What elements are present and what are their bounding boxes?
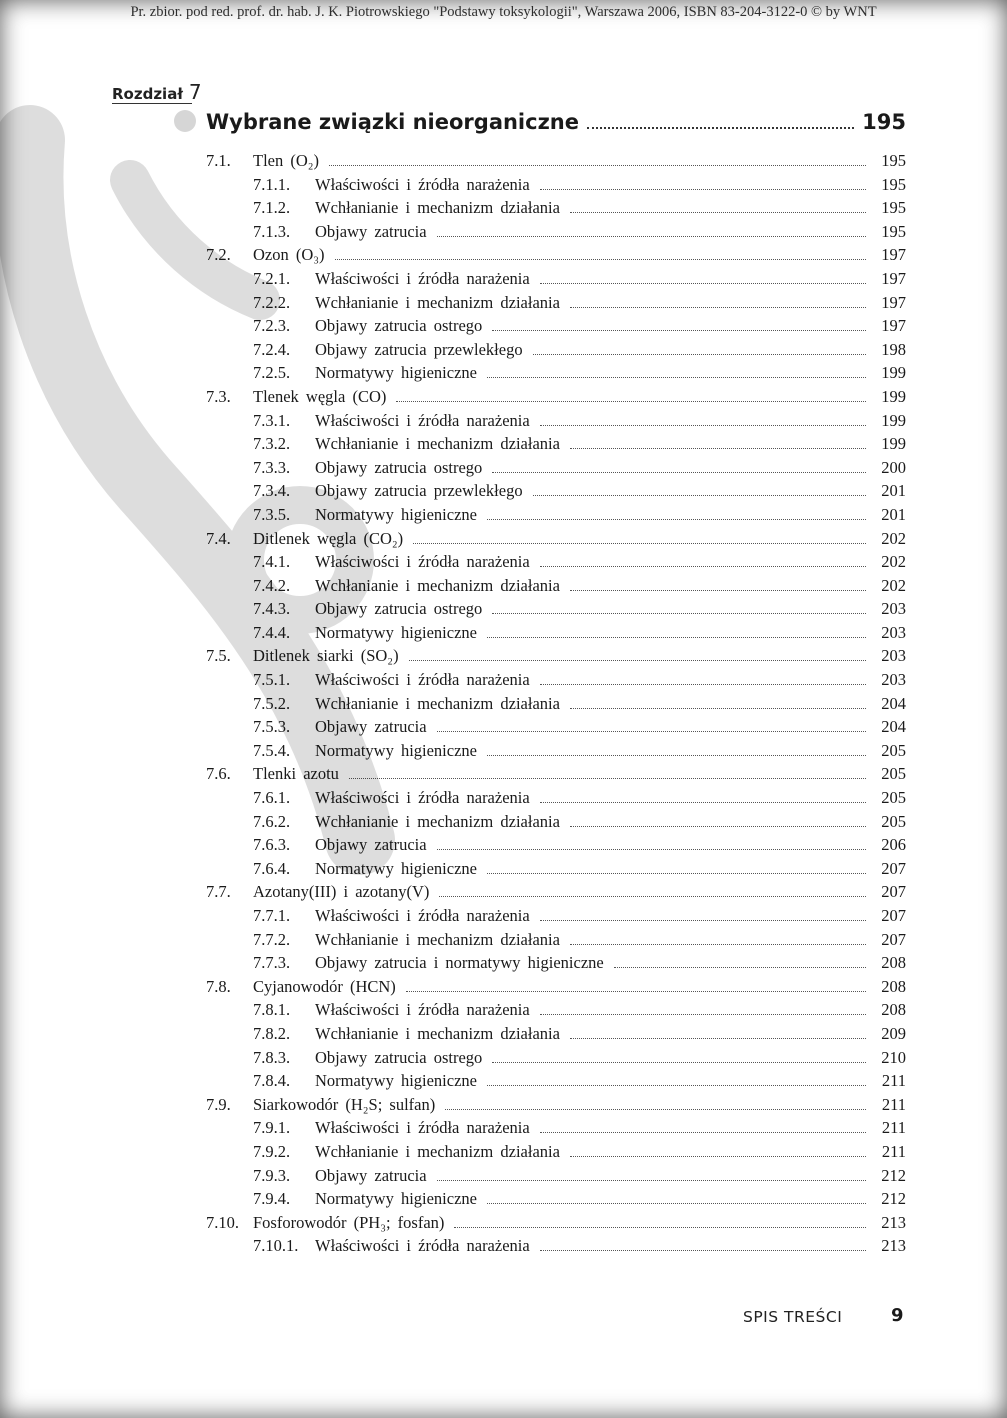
toc-entry-number: 7.2. <box>206 245 231 265</box>
dot-leader <box>349 778 866 779</box>
dot-leader <box>540 802 866 803</box>
chapter-page: 195 <box>862 110 906 134</box>
dot-leader <box>492 1062 866 1063</box>
toc-subsection-row[interactable] <box>206 316 906 340</box>
toc-entry-number: 7.1.1. <box>253 174 291 194</box>
toc-entry-page: 211 <box>881 1118 906 1138</box>
toc-entry-number: 7.5. <box>206 646 231 666</box>
toc-entry-number: 7.2.1. <box>253 268 291 288</box>
toc-entry-page: 195 <box>881 151 906 170</box>
dot-leader <box>540 425 866 426</box>
toc-section-row[interactable] <box>206 646 906 670</box>
toc-entry-title: Wchłanianie i mechanizm działania <box>315 434 560 454</box>
citation-header: Pr. zbior. pod red. prof. dr. hab. J. K. Piotrowskiego "Podstawy toksykologii", Warszawa 2006, ISBN 83-204-3122-0 © by WNT <box>130 4 877 20</box>
dot-leader <box>437 236 866 237</box>
dot-leader <box>540 1014 866 1015</box>
toc-subsection-row[interactable] <box>206 1142 906 1166</box>
toc-entry-page: 207 <box>881 929 906 949</box>
toc-entry-title: Właściwości i źródła narażenia <box>315 788 530 808</box>
toc-entry-page: 197 <box>881 268 906 288</box>
toc-entry-page: 211 <box>881 1094 906 1114</box>
toc-entry-number: 7.1.3. <box>253 221 291 241</box>
chapter-title-row[interactable] <box>206 110 906 134</box>
toc-entry-page: 205 <box>881 764 906 784</box>
toc-subsection-row[interactable] <box>206 1000 906 1024</box>
toc-entry-title: Wchłanianie i mechanizm działania <box>315 575 560 595</box>
dot-leader <box>570 1038 866 1039</box>
toc-entry-number: 7.2.2. <box>253 292 291 312</box>
toc-entry-number: 7.8.2. <box>253 1023 291 1043</box>
toc-subsection-row[interactable] <box>206 293 906 317</box>
toc-entry-number: 7.3. <box>206 386 231 406</box>
toc-entry-page: 197 <box>881 316 906 336</box>
toc-entry-number: 7.2.5. <box>253 363 291 383</box>
toc-entry-title: Objawy zatrucia ostrego <box>315 1047 483 1067</box>
dot-leader <box>437 849 866 850</box>
toc-entry-title: Wchłanianie i mechanizm działania <box>315 811 560 831</box>
toc-entry-number: 7.3.5. <box>253 504 291 524</box>
toc-entry-title: Azotany(III) i azotany(V) <box>253 882 430 902</box>
toc-entry-page: 202 <box>881 528 906 548</box>
toc-entry-number: 7.4. <box>206 528 231 548</box>
toc-entry-number: 7.3.2. <box>253 434 291 454</box>
toc-entry-number: 7.9.1. <box>253 1118 291 1138</box>
toc-entry-title: Objawy zatrucia <box>315 221 427 241</box>
toc-entry-title: Objawy zatrucia ostrego <box>315 316 483 336</box>
toc-entry-number: 7.7. <box>206 882 231 902</box>
toc-entry-page: 199 <box>881 386 906 406</box>
toc-subsection-row[interactable] <box>206 1166 906 1190</box>
toc-subsection-row[interactable] <box>206 930 906 954</box>
dot-leader <box>487 1085 866 1086</box>
toc-entry-page: 203 <box>881 670 906 690</box>
chapter-bullet-circle <box>174 110 196 132</box>
dot-leader <box>570 708 866 709</box>
toc-entry-page: 204 <box>881 693 906 713</box>
toc-entry-number: 7.4.3. <box>253 599 291 619</box>
toc-subsection-row[interactable] <box>206 1024 906 1048</box>
dot-leader <box>409 660 866 661</box>
footer-page-number: 9 <box>891 1305 904 1326</box>
dot-leader <box>487 377 866 378</box>
toc-entry-page: 195 <box>881 198 906 218</box>
toc-entry-title: Tlen (O₂) <box>253 151 320 170</box>
toc-entry-page: 195 <box>881 174 906 194</box>
toc-subsection-row[interactable] <box>206 458 906 482</box>
toc-subsection-row[interactable] <box>206 411 906 435</box>
toc-entry-number: 7.3.1. <box>253 410 291 430</box>
toc-entry-title: Normatywy higieniczne <box>315 1071 477 1091</box>
toc-entry-page: 211 <box>881 1071 906 1091</box>
toc-entry-title: Właściwości i źródła narażenia <box>315 410 530 430</box>
dot-leader <box>492 330 866 331</box>
dot-leader <box>335 259 866 260</box>
dot-leader <box>329 165 866 166</box>
dot-leader <box>487 1203 866 1204</box>
toc-entry-page: 205 <box>881 811 906 831</box>
toc-entry-number: 7.9.3. <box>253 1165 291 1185</box>
toc-entry-title: Tlenki azotu <box>253 764 339 784</box>
dot-leader <box>570 448 866 449</box>
toc-entry-page: 213 <box>881 1236 906 1256</box>
toc-subsection-row[interactable] <box>206 552 906 576</box>
toc-subsection-row[interactable] <box>206 1048 906 1072</box>
toc-subsection-row[interactable] <box>206 599 906 623</box>
toc-entry-page: 197 <box>881 245 906 265</box>
dot-leader <box>406 991 866 992</box>
toc-subsection-row[interactable] <box>206 434 906 458</box>
toc-entry-title: Właściwości i źródła narażenia <box>315 1236 530 1256</box>
toc-entry-page: 199 <box>881 363 906 383</box>
dot-leader <box>540 566 866 567</box>
toc-subsection-row[interactable] <box>206 694 906 718</box>
toc-entry-page: 202 <box>881 552 906 572</box>
toc-entry-page: 207 <box>881 906 906 925</box>
toc-entry-page: 199 <box>881 434 906 454</box>
toc-entry-title: Normatywy higieniczne <box>315 504 477 524</box>
dot-leader <box>487 519 866 520</box>
toc-entry-page: 200 <box>881 457 906 477</box>
toc-entry-title: Objawy zatrucia przewlekłego <box>315 481 523 501</box>
dot-leader <box>437 1180 866 1181</box>
toc-entry-number: 7.6.4. <box>253 858 291 878</box>
toc-entry-title: Ditlenek siarki (SO₂) <box>253 646 399 666</box>
footer-section-label: SPIS TREŚCI <box>743 1308 843 1326</box>
toc-entry-title: Objawy zatrucia i normatywy higieniczne <box>315 953 604 973</box>
dot-leader <box>439 896 866 897</box>
table-of-contents <box>206 151 906 1260</box>
toc-subsection-row[interactable] <box>206 505 906 529</box>
chapter-rule <box>112 103 192 104</box>
toc-subsection-row[interactable] <box>206 481 906 505</box>
toc-entry-number: 7.5.2. <box>253 693 291 713</box>
chapter-label <box>112 80 202 104</box>
toc-entry-title: Ozon (O₃) <box>253 245 325 265</box>
toc-entry-number: 7.6.2. <box>253 811 291 831</box>
toc-entry-number: 7.1. <box>206 151 231 170</box>
toc-entry-title: Właściwości i źródła narażenia <box>315 906 530 925</box>
toc-entry-number: 7.4.1. <box>253 552 291 572</box>
toc-subsection-row[interactable] <box>206 175 906 199</box>
toc-entry-title: Objawy zatrucia <box>315 835 427 855</box>
toc-entry-number: 7.10.1. <box>253 1236 299 1256</box>
toc-entry-number: 7.2.3. <box>253 316 291 336</box>
dot-leader <box>587 127 854 129</box>
toc-entry-title: Wchłanianie i mechanizm działania <box>315 1141 560 1161</box>
toc-entry-page: 208 <box>881 953 906 973</box>
toc-entry-page: 206 <box>881 835 906 855</box>
toc-entry-title: Właściwości i źródła narażenia <box>315 174 530 194</box>
toc-entry-number: 7.5.1. <box>253 670 291 690</box>
toc-entry-number: 7.7.2. <box>253 929 291 949</box>
toc-entry-page: 209 <box>881 1023 906 1043</box>
toc-section-row[interactable] <box>206 245 906 269</box>
toc-entry-number: 7.7.1. <box>253 906 291 925</box>
toc-entry-title: Wchłanianie i mechanizm działania <box>315 198 560 218</box>
toc-entry-title: Wchłanianie i mechanizm działania <box>315 292 560 312</box>
toc-entry-page: 203 <box>881 622 906 642</box>
toc-entry-number: 7.2.4. <box>253 339 291 359</box>
dot-leader <box>445 1109 866 1110</box>
toc-entry-number: 7.3.3. <box>253 457 291 477</box>
dot-leader <box>570 307 866 308</box>
toc-entry-number: 7.10. <box>206 1212 239 1232</box>
toc-entry-title: Właściwości i źródła narażenia <box>315 268 530 288</box>
toc-entry-title: Objawy zatrucia <box>315 1165 427 1185</box>
dot-leader <box>614 967 866 968</box>
toc-section-row[interactable] <box>206 1095 906 1119</box>
toc-entry-title: Wchłanianie i mechanizm działania <box>315 693 560 713</box>
toc-entry-title: Objawy zatrucia ostrego <box>315 457 483 477</box>
toc-subsection-row[interactable] <box>206 859 906 883</box>
toc-entry-number: 7.8.3. <box>253 1047 291 1067</box>
toc-entry-number: 7.3.4. <box>253 481 291 501</box>
toc-subsection-row[interactable] <box>206 198 906 222</box>
toc-entry-number: 7.6.3. <box>253 835 291 855</box>
toc-entry-title: Właściwości i źródła narażenia <box>315 1118 530 1138</box>
toc-entry-title: Ditlenek węgla (CO₂) <box>253 528 404 548</box>
toc-entry-page: 207 <box>881 882 906 902</box>
toc-subsection-row[interactable] <box>206 717 906 741</box>
toc-entry-title: Objawy zatrucia ostrego <box>315 599 483 619</box>
toc-subsection-row[interactable] <box>206 741 906 765</box>
toc-section-row[interactable] <box>206 387 906 411</box>
toc-entry-number: 7.4.2. <box>253 575 291 595</box>
toc-entry-number: 7.5.4. <box>253 740 291 760</box>
dot-leader <box>492 472 866 473</box>
chapter-label-text: Rozdział <box>112 85 183 103</box>
dot-leader <box>396 401 866 402</box>
dot-leader <box>540 684 866 685</box>
toc-entry-number: 7.9.4. <box>253 1189 291 1209</box>
toc-entry-title: Objawy zatrucia przewlekłego <box>315 339 523 359</box>
toc-entry-number: 7.1.2. <box>253 198 291 218</box>
dot-leader <box>540 920 866 921</box>
toc-subsection-row[interactable] <box>206 269 906 293</box>
toc-section-row[interactable] <box>206 529 906 553</box>
dot-leader <box>540 189 866 190</box>
toc-entry-page: 198 <box>881 339 906 359</box>
toc-subsection-row[interactable] <box>206 1189 906 1213</box>
toc-entry-page: 195 <box>881 221 906 241</box>
toc-entry-page: 207 <box>881 858 906 878</box>
toc-entry-page: 212 <box>881 1165 906 1185</box>
dot-leader <box>487 755 866 756</box>
toc-entry-page: 203 <box>881 646 906 666</box>
toc-subsection-row[interactable] <box>206 906 906 930</box>
toc-entry-title: Właściwości i źródła narażenia <box>315 552 530 572</box>
dot-leader <box>533 354 866 355</box>
toc-entry-title: Normatywy higieniczne <box>315 740 477 760</box>
toc-section-row[interactable] <box>206 151 906 175</box>
toc-entry-title: Siarkowodór (H₂S; sulfan) <box>253 1094 436 1114</box>
toc-entry-page: 208 <box>881 1000 906 1020</box>
toc-subsection-row[interactable] <box>206 835 906 859</box>
toc-subsection-row[interactable] <box>206 788 906 812</box>
toc-entry-title: Wchłanianie i mechanizm działania <box>315 1023 560 1043</box>
toc-entry-title: Tlenek węgla (CO) <box>253 386 387 406</box>
toc-entry-number: 7.5.3. <box>253 717 291 737</box>
toc-subsection-row[interactable] <box>206 1071 906 1095</box>
dot-leader <box>540 1132 866 1133</box>
toc-subsection-row[interactable] <box>206 953 906 977</box>
toc-entry-title: Wchłanianie i mechanizm działania <box>315 929 560 949</box>
toc-entry-page: 197 <box>881 292 906 312</box>
dot-leader <box>437 731 866 732</box>
toc-entry-number: 7.9.2. <box>253 1141 291 1161</box>
toc-entry-title: Cyjanowodór (HCN) <box>253 976 396 996</box>
toc-entry-number: 7.6. <box>206 764 231 784</box>
toc-entry-title: Właściwości i źródła narażenia <box>315 670 530 690</box>
dot-leader <box>540 1250 866 1251</box>
toc-entry-number: 7.8.4. <box>253 1071 291 1091</box>
dot-leader <box>454 1227 866 1228</box>
toc-subsection-row[interactable] <box>206 363 906 387</box>
toc-section-row[interactable] <box>206 882 906 906</box>
dot-leader <box>492 613 866 614</box>
toc-subsection-row[interactable] <box>206 1118 906 1142</box>
toc-section-row[interactable] <box>206 1213 906 1237</box>
toc-entry-number: 7.4.4. <box>253 622 291 642</box>
toc-entry-title: Normatywy higieniczne <box>315 622 477 642</box>
toc-subsection-row[interactable] <box>206 340 906 364</box>
chapter-number: 7 <box>188 80 202 104</box>
toc-subsection-row[interactable] <box>206 623 906 647</box>
toc-entry-title: Właściwości i źródła narażenia <box>315 1000 530 1020</box>
toc-section-row[interactable] <box>206 764 906 788</box>
toc-entry-page: 212 <box>881 1189 906 1209</box>
dot-leader <box>570 944 866 945</box>
toc-entry-page: 203 <box>881 599 906 619</box>
toc-entry-page: 210 <box>881 1047 906 1067</box>
toc-subsection-row[interactable] <box>206 222 906 246</box>
toc-entry-title: Normatywy higieniczne <box>315 1189 477 1209</box>
toc-entry-page: 213 <box>881 1212 906 1232</box>
toc-subsection-row[interactable] <box>206 576 906 600</box>
dot-leader <box>570 590 866 591</box>
toc-entry-page: 208 <box>881 976 906 996</box>
dot-leader <box>570 826 866 827</box>
toc-subsection-row[interactable] <box>206 1236 906 1260</box>
toc-entry-page: 211 <box>881 1141 906 1161</box>
dot-leader <box>533 495 866 496</box>
toc-entry-page: 199 <box>881 410 906 430</box>
toc-entry-page: 205 <box>881 740 906 760</box>
toc-section-row[interactable] <box>206 977 906 1001</box>
dot-leader <box>487 873 866 874</box>
toc-entry-page: 201 <box>881 504 906 524</box>
dot-leader <box>487 637 866 638</box>
dot-leader <box>570 212 866 213</box>
toc-entry-page: 201 <box>881 481 906 501</box>
dot-leader <box>540 283 866 284</box>
toc-entry-number: 7.9. <box>206 1094 231 1114</box>
toc-entry-number: 7.8. <box>206 976 231 996</box>
toc-subsection-row[interactable] <box>206 670 906 694</box>
toc-entry-number: 7.7.3. <box>253 953 291 973</box>
toc-subsection-row[interactable] <box>206 812 906 836</box>
toc-entry-title: Objawy zatrucia <box>315 717 427 737</box>
dot-leader <box>413 543 866 544</box>
toc-entry-number: 7.6.1. <box>253 788 291 808</box>
toc-entry-title: Fosforowodór (PH₃; fosfan) <box>253 1212 445 1232</box>
chapter-title: Wybrane związki nieorganiczne <box>206 110 579 134</box>
toc-entry-title: Normatywy higieniczne <box>315 858 477 878</box>
toc-entry-number: 7.8.1. <box>253 1000 291 1020</box>
toc-entry-page: 202 <box>881 575 906 595</box>
toc-entry-title: Normatywy higieniczne <box>315 363 477 383</box>
dot-leader <box>570 1156 866 1157</box>
toc-entry-page: 204 <box>881 717 906 737</box>
toc-entry-page: 205 <box>881 788 906 808</box>
